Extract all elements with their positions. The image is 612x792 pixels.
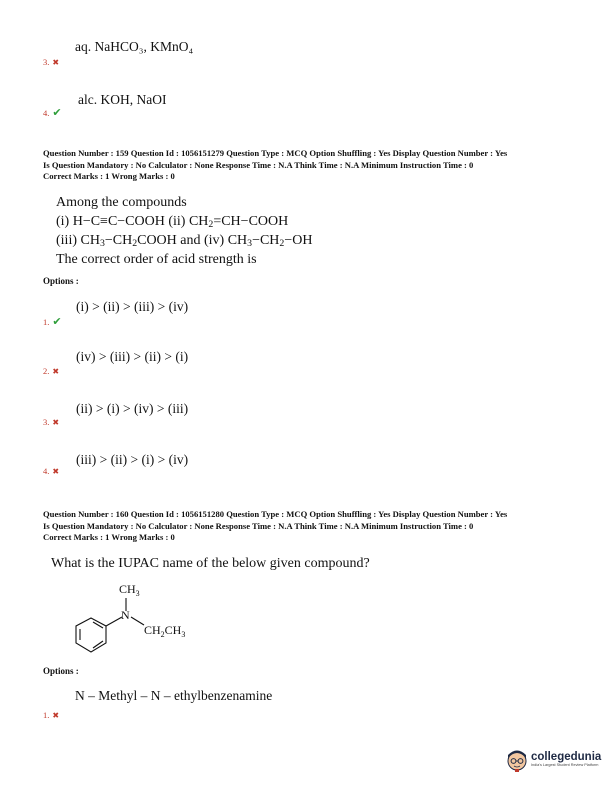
ethyl-label: $CH_2CH_3$ [144,623,186,639]
q160-meta-line3: Correct Marks : 1 Wrong Marks : 0 [43,532,175,542]
cross-icon: ✖ [52,467,60,476]
methyl-label: $CH_3$ [119,582,140,598]
q159-meta-line1: Question Number : 159 Question Id : 1056151279 Question Type : MCQ Option Shuffling : Yes Display Question Number : Yes [43,148,508,158]
check-icon: ✔ [52,316,62,328]
q159-stem-line3: (iii) $CH_3-CH_2COOH$ and (iv) $CH_3-CH_2-OH$ [56,233,313,249]
q160-meta [43,509,507,544]
cross-icon: ✖ [52,418,60,427]
q160-options-label: Options : [43,666,79,676]
brand-tagline: India's Largest Student Review Platform [531,762,599,767]
q159-stem-line1: Among the compounds [56,195,187,210]
q159-option-4-number: 4. ✖ [43,466,60,476]
q160-option-1-number: 1. ✖ [43,710,60,720]
q158-option-4-text: alc. KOH, NaOI [78,92,167,107]
q159-option-3-number: 3. ✖ [43,417,60,427]
cross-icon: ✖ [52,58,60,67]
cross-icon: ✖ [52,711,60,720]
q159-option-2-text[interactable]: (iv) > (iii) > (ii) > (i) [76,349,189,364]
q159-option-2-number: 2. ✖ [43,366,60,376]
q160-option-1-text[interactable]: N – Methyl – N – ethylbenzenamine [75,688,273,703]
cross-icon: ✖ [52,367,60,376]
q159-stem-line2: (i) H−C≡C−COOH (ii) $CH_2=CH-COOH$ [56,214,289,230]
brand-name: collegedunia [531,751,602,764]
q159-meta-line2: Is Question Mandatory : No Calculator : None Response Time : N.A Think Time : N.A Minimum Instruction Time : 0 [43,159,474,170]
bond-n-ethyl [131,617,144,625]
q159-meta-line3: Correct Marks : 1 Wrong Marks : 0 [43,171,175,181]
q159-question-stem [56,193,312,269]
mascot-icon [506,748,528,772]
q159-option-3-text[interactable]: (ii) > (i) > (iv) > (iii) [76,401,189,416]
q160-meta-line1: Question Number : 160 Question Id : 1056151280 Question Type : MCQ Option Shuffling : Yes Display Question Number : Yes [43,509,508,519]
q158-option-3-number [43,57,59,67]
n-ethyl-n-methylaniline-structure [60,578,220,660]
q159-options-label: Options : [43,276,79,286]
option-number: 3. [43,57,50,67]
q160-question-stem: What is the IUPAC name of the below given compound? [51,556,370,571]
check-icon: ✔ [52,107,62,119]
nitrogen-label: N [121,608,130,622]
q159-meta [43,148,507,183]
collegedunia-logo [506,748,601,772]
bond-ring-n [106,617,122,626]
q159-stem-line4: The correct order of acid strength is [56,252,257,267]
q159-option-1-number: 1. ✔ [43,316,62,328]
q159-option-1-text[interactable]: (i) > (ii) > (iii) > (iv) [76,299,189,314]
option-number: 4. [43,108,50,118]
q160-meta-line2: Is Question Mandatory : No Calculator : None Response Time : N.A Think Time : N.A Minimum Instruction Time : 0 [43,520,474,531]
q158-option-4-number [43,106,62,119]
q159-option-4-text[interactable]: (iii) > (ii) > (i) > (iv) [76,452,189,467]
q158-option-3-text: aq. NaHCO₃, KMnO₄ [75,39,194,54]
